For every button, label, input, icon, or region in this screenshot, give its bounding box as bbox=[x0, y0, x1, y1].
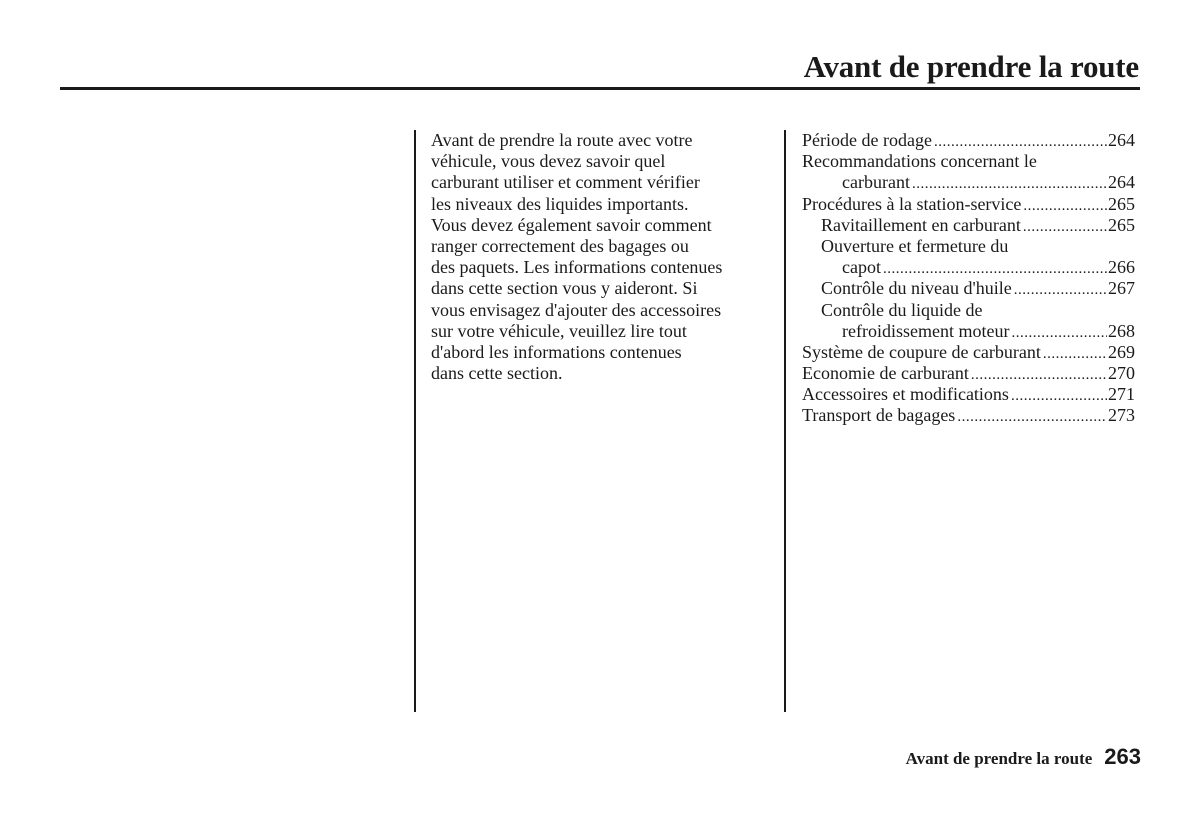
intro-line: Avant de prendre la route avec votre bbox=[431, 130, 693, 150]
toc-entry-recommandations-carburant-cont[interactable] bbox=[802, 172, 1135, 193]
intro-line: les niveaux des liquides importants. bbox=[431, 193, 689, 214]
toc-entry-procedures-station-service[interactable] bbox=[802, 194, 1135, 215]
intro-line: Vous devez également savoir comment bbox=[431, 214, 712, 235]
toc-entry-label: Accessoires et modifications bbox=[802, 384, 1009, 405]
intro-line: vous envisagez d'ajouter des accessoires bbox=[431, 299, 722, 320]
intro-line: véhicule, vous devez savoir quel bbox=[431, 151, 666, 172]
toc-page-number: 273 bbox=[1108, 405, 1135, 426]
intro-line: dans cette section. bbox=[431, 363, 563, 384]
toc-entry-accessoires[interactable] bbox=[802, 384, 1135, 405]
toc-leader-dots bbox=[912, 174, 1107, 195]
toc-entry-label: Période de rodage bbox=[802, 130, 932, 150]
toc-leader-dots bbox=[934, 132, 1107, 153]
toc-entry-niveau-huile[interactable] bbox=[802, 278, 1135, 299]
toc-page-number: 266 bbox=[1108, 257, 1135, 278]
page-title: Avant de prendre la route bbox=[803, 49, 1139, 84]
toc-page-number: 264 bbox=[1108, 130, 1135, 150]
toc-entry-liquide-refroidissement-cont[interactable] bbox=[802, 321, 1135, 342]
intro-line: ranger correctement des bagages ou bbox=[431, 236, 689, 257]
toc-entry-label: Transport de bagages bbox=[802, 405, 956, 426]
toc-entry-label: Contrôle du niveau d'huile bbox=[821, 278, 1012, 299]
toc-leader-dots bbox=[1011, 386, 1107, 407]
toc-entry-economie-carburant[interactable] bbox=[802, 363, 1135, 384]
toc-entry-label: refroidissement moteur bbox=[842, 320, 1010, 341]
toc-leader-dots bbox=[957, 407, 1107, 428]
intro-line: sur votre véhicule, veuillez lire tout bbox=[431, 320, 687, 341]
intro-line: dans cette section vous y aideront. Si bbox=[431, 278, 698, 299]
toc-leader-dots bbox=[1014, 280, 1107, 301]
toc-entry-liquide-refroidissement[interactable] bbox=[802, 300, 1135, 321]
toc-entry-label: Ravitaillement en carburant bbox=[821, 214, 1021, 235]
title-rule bbox=[60, 87, 1140, 90]
toc-page-number: 267 bbox=[1108, 278, 1135, 299]
toc-entry-label: Système de coupure de carburant bbox=[802, 341, 1041, 362]
toc-leader-dots bbox=[1023, 217, 1107, 238]
left-column-rule bbox=[414, 130, 416, 712]
toc-page-number: 265 bbox=[1108, 214, 1135, 235]
toc-page-number: 264 bbox=[1108, 172, 1135, 193]
toc-entry-recommandations-carburant[interactable] bbox=[802, 151, 1135, 172]
toc-entry-label: Economie de carburant bbox=[802, 363, 969, 384]
toc-page-number: 268 bbox=[1108, 320, 1135, 341]
toc-entry-coupure-carburant[interactable] bbox=[802, 342, 1135, 363]
toc-entry-ouverture-capot[interactable] bbox=[802, 236, 1135, 257]
intro-paragraph bbox=[431, 130, 776, 384]
intro-line: d'abord les informations contenues bbox=[431, 342, 682, 363]
toc-entry-ouverture-capot-cont[interactable] bbox=[802, 257, 1135, 278]
toc-entry-label: Recommandations concernant le bbox=[802, 151, 1037, 172]
toc-page-number: 271 bbox=[1108, 384, 1135, 405]
toc-entry-label: carburant bbox=[842, 172, 910, 193]
toc-leader-dots bbox=[971, 365, 1107, 386]
toc-entry-ravitaillement[interactable] bbox=[802, 215, 1135, 236]
toc-entry-label: Ouverture et fermeture du bbox=[821, 235, 1009, 256]
toc-leader-dots bbox=[1011, 323, 1107, 344]
middle-column-rule bbox=[784, 130, 786, 712]
page-number: 263 bbox=[1104, 744, 1141, 769]
toc-page-number: 269 bbox=[1108, 341, 1135, 362]
page-footer bbox=[906, 744, 1141, 770]
footer-section-title: Avant de prendre la route bbox=[905, 749, 1093, 768]
toc-entry-periode-de-rodage[interactable] bbox=[802, 130, 1135, 151]
toc-entry-transport-bagages[interactable] bbox=[802, 405, 1135, 426]
toc-leader-dots bbox=[1043, 344, 1107, 365]
intro-line: des paquets. Les informations contenues bbox=[431, 257, 723, 278]
toc-entry-label: capot bbox=[842, 257, 881, 278]
toc-page-number: 265 bbox=[1108, 193, 1135, 214]
toc-leader-dots bbox=[883, 259, 1107, 280]
toc-page-number: 270 bbox=[1108, 363, 1135, 384]
toc-entry-label: Procédures à la station-service bbox=[802, 193, 1022, 214]
intro-line: carburant utiliser et comment vérifier bbox=[431, 172, 700, 193]
toc-leader-dots bbox=[1023, 196, 1107, 217]
table-of-contents bbox=[802, 130, 1135, 427]
toc-entry-label: Contrôle du liquide de bbox=[821, 299, 983, 320]
